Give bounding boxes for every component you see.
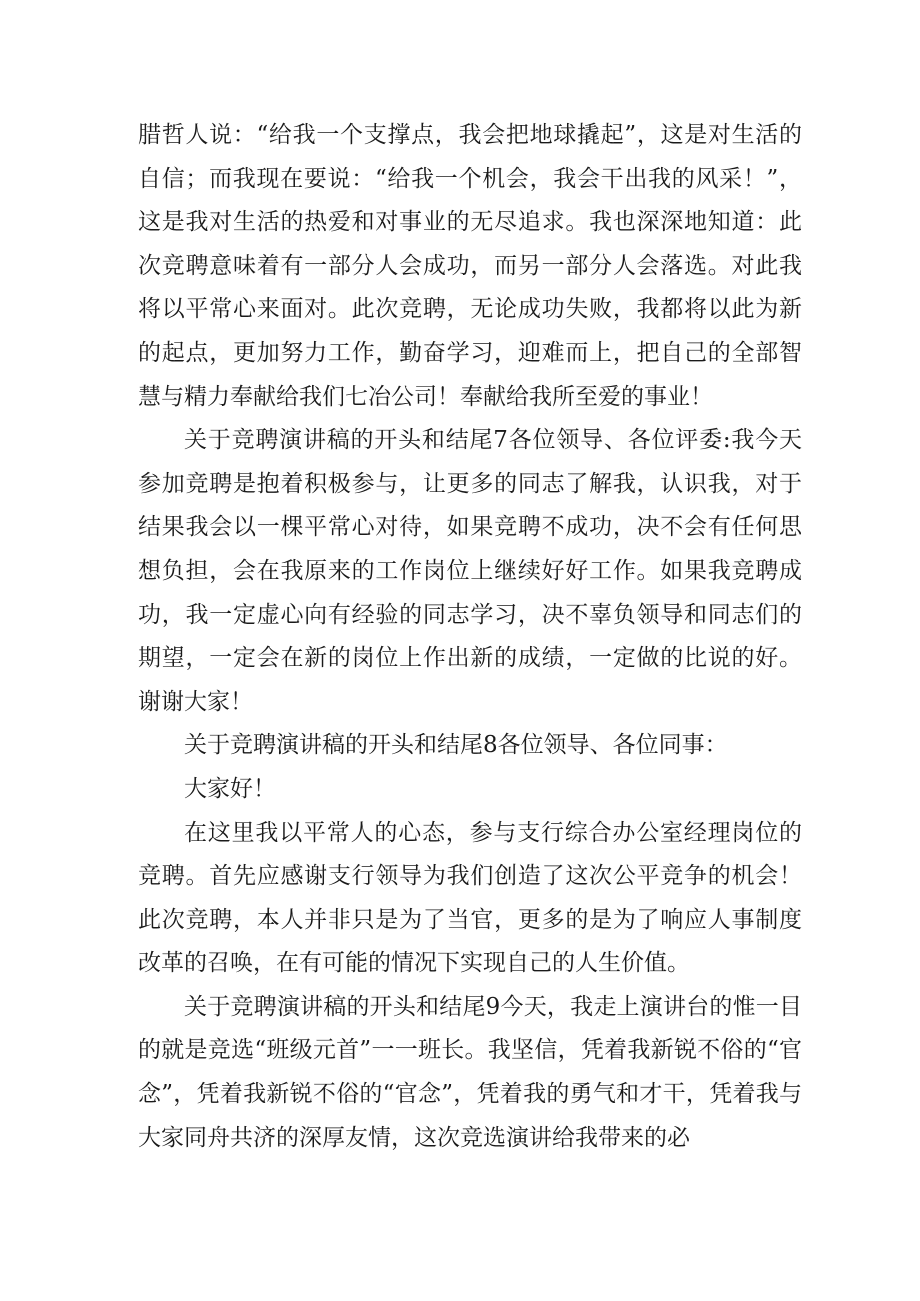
paragraph-speech-8-heading: 关于竞聘演讲稿的开头和结尾8各位领导、各位同事： xyxy=(184,732,728,759)
paragraph-greeting: 大家好！ xyxy=(184,775,276,802)
paragraph-speech-8-body: 在这里我以平常人的心态，参与支行综合办公室经理岗位的竞聘。首先应感谢支行领导为我们创造了这次公平竞争的机会！此次竞聘，本人并非只是为了当官，更多的是为了响应人事制度改革的召唤，在有可能的情况下实现自己的人生价值。 xyxy=(138,819,802,977)
paragraph-continuation: 腊哲人说：“给我一个支撑点，我会把地球撬起”，这是对生活的自信；而我现在要说：“给我一个机会，我会干出我的风采！”，这是我对生活的热爱和对事业的无尽追求。我也深深地知道：此次竞聘意味着有一部分人会成功，而另一部分人会落选。对此我将以平常心来面对。此次竞聘，无论成功失败，我都将以此为新的起点，更加努力工作，勤奋学习，迎难而上，把自己的全部智慧与精力奉献给我们七冶公司！奉献给我所至爱的事业！ xyxy=(138,122,802,410)
paragraph-speech-7: 关于竞聘演讲稿的开头和结尾7各位领导、各位评委:我今天参加竞聘是抱着积极参与，让更多的同志了解我，认识我，对于结果我会以一棵平常心对待，如果竞聘不成功，决不会有任何思想负担，会在我原来的工作岗位上继续好好工作。如果我竞聘成功，我一定虚心向有经验的同志学习，决不辜负领导和同志们的期望，一定会在新的岗位上作出新的成绩，一定做的比说的好。谢谢大家！ xyxy=(138,427,802,715)
document-body xyxy=(138,114,802,1160)
paragraph-speech-9: 关于竞聘演讲稿的开头和结尾9今天，我走上演讲台的惟一目的就是竞选“班级元首”一一班长。我坚信，凭着我新锐不俗的“官念”，凭着我新锐不俗的“官念”，凭着我的勇气和才干，凭着我与大家同舟共济的深厚友情，这次竞选演讲给我带来的必 xyxy=(138,993,802,1151)
